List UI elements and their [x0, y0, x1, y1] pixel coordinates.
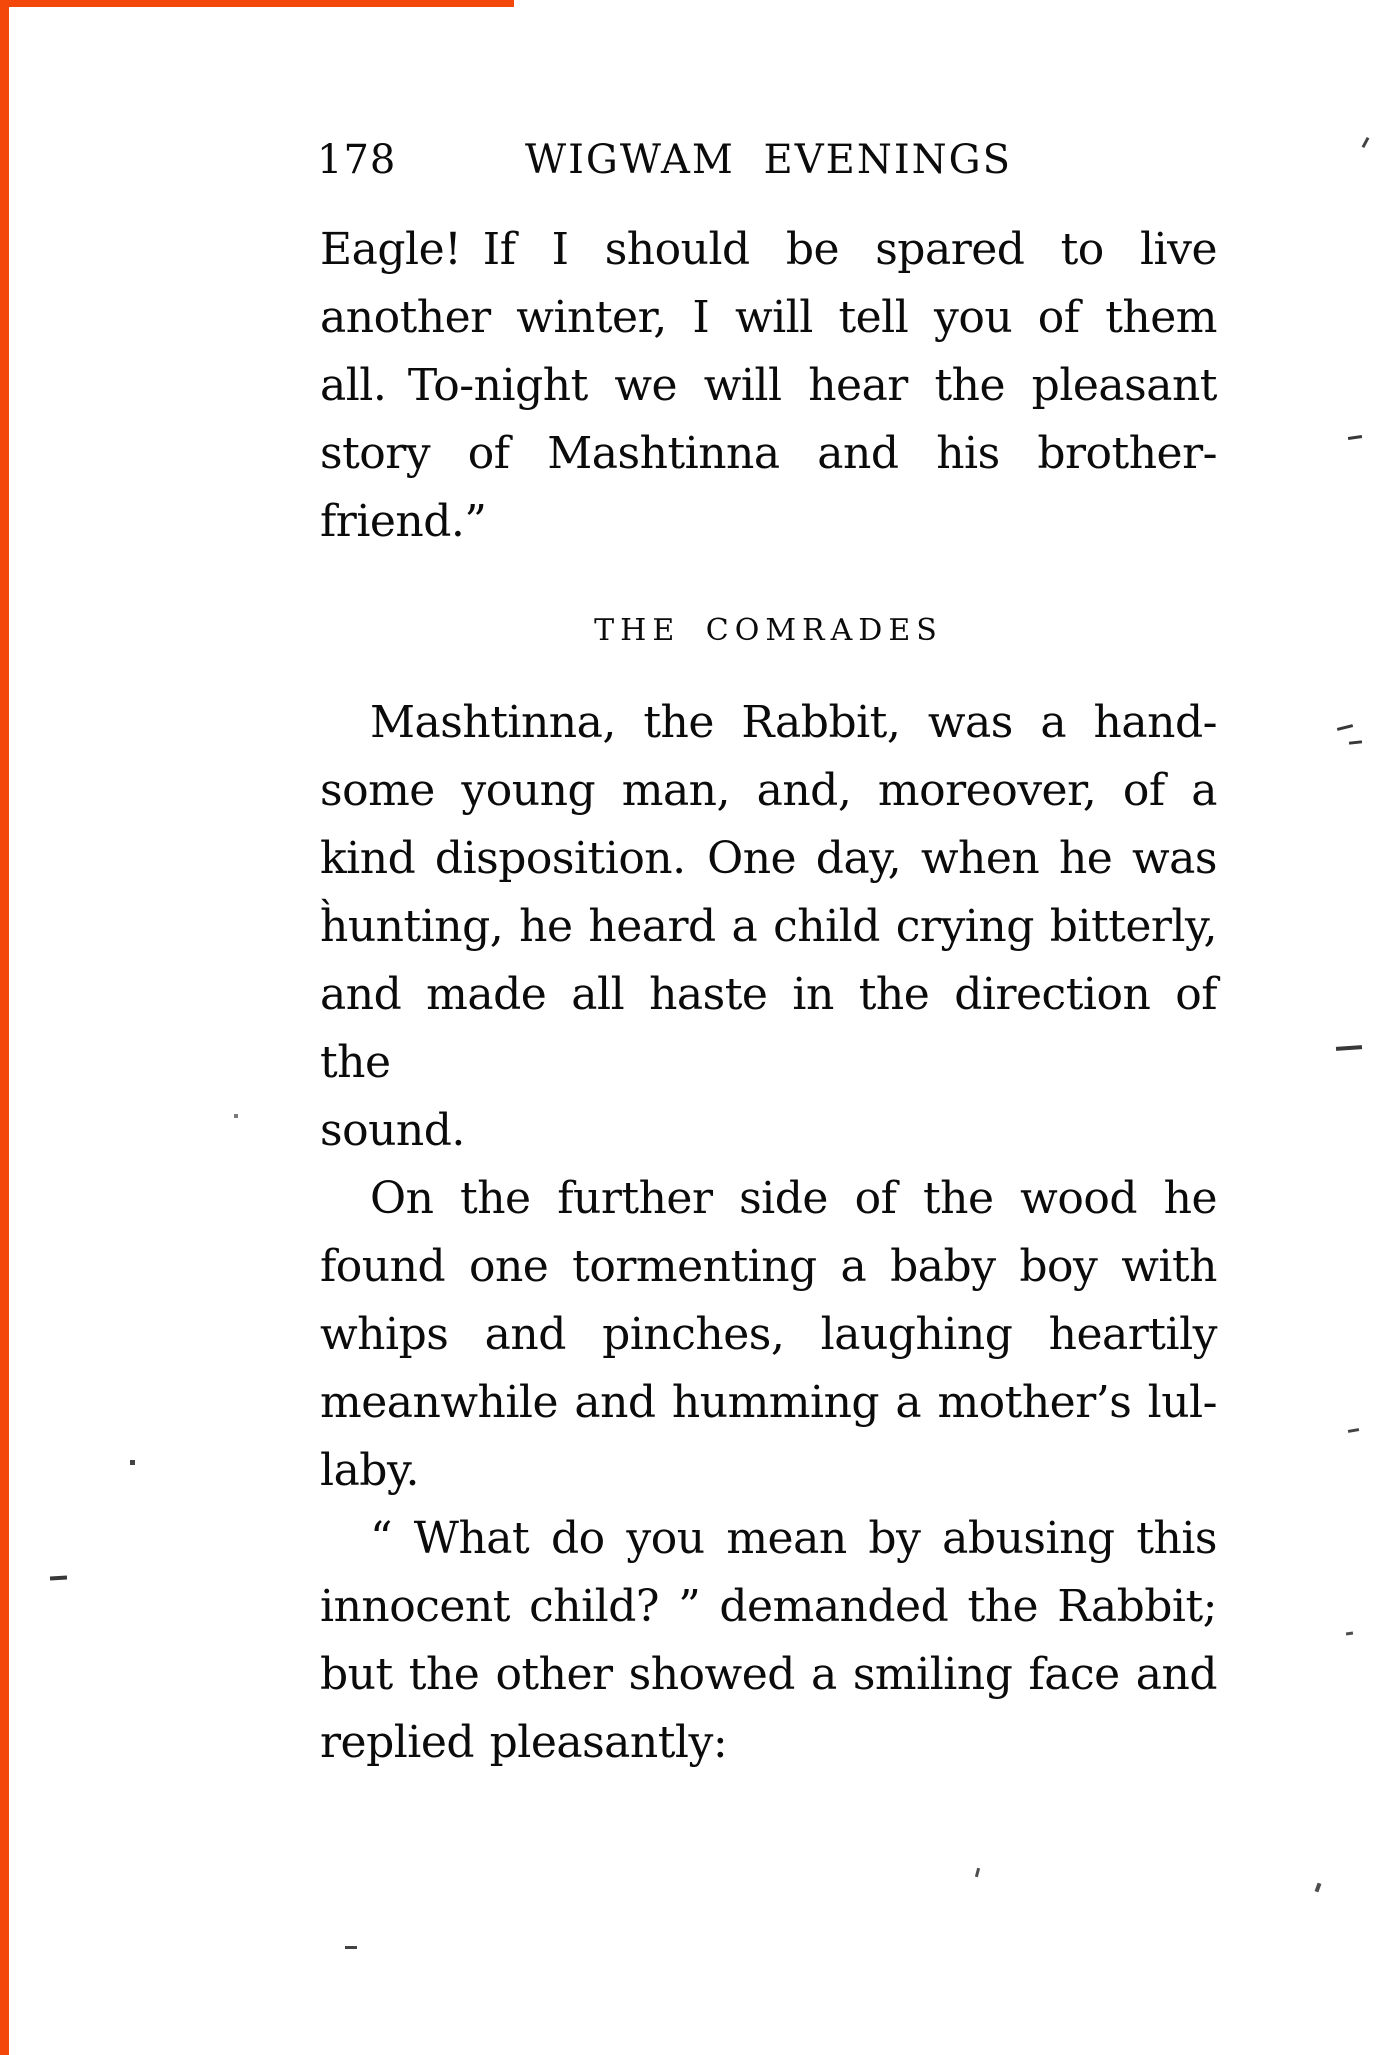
text-line: meanwhile and humming a mother’s lul-	[320, 1377, 1217, 1428]
ink-speck	[1362, 137, 1370, 148]
ink-speck	[130, 1460, 135, 1465]
paragraph-1	[320, 216, 1217, 556]
ink-speck	[1336, 1045, 1362, 1051]
paragraph-2	[320, 689, 1217, 1165]
story-heading: THE COMRADES	[594, 613, 943, 648]
ink-speck	[1349, 740, 1362, 744]
text-line: Eagle! If I should be spared to live	[320, 224, 1217, 275]
text-line: On the further side of the wood he	[370, 1173, 1217, 1224]
ink-speck	[234, 1114, 238, 1118]
paragraph-3	[320, 1165, 1217, 1505]
running-title: WIGWAM EVENINGS	[525, 137, 1012, 183]
text-line: Mashtinna, the Rabbit, was a hand-	[370, 697, 1217, 748]
text-line: but the other showed a smiling face and	[320, 1649, 1217, 1700]
text-line: laby.	[320, 1445, 419, 1496]
scan-edge-left	[0, 0, 9, 2055]
text-line: some young man, and, moreover, of a	[320, 765, 1217, 816]
text-line: kind disposition. One day, when he was	[320, 833, 1217, 884]
text-column	[320, 216, 1217, 1777]
text-line: replied pleasantly:	[320, 1717, 728, 1768]
ink-speck	[1348, 1428, 1359, 1433]
ink-speck	[1346, 1632, 1353, 1636]
text-line: friend.”	[320, 496, 487, 547]
text-line: innocent child? ” demanded the Rabbit;	[320, 1581, 1217, 1632]
page-number: 178	[317, 137, 397, 183]
paragraph-4	[320, 1505, 1217, 1777]
text-line: another winter, I will tell you of them	[320, 292, 1217, 343]
ink-speck	[975, 1868, 980, 1877]
ink-speck	[1315, 1883, 1322, 1893]
text-line: story of Mashtinna and his brother-	[320, 428, 1217, 479]
text-line: and made all haste in the direction of the	[320, 969, 1217, 1088]
ink-speck	[1337, 724, 1353, 731]
text-line: sound.	[320, 1105, 465, 1156]
text-line: found one tormenting a baby boy with	[320, 1241, 1217, 1292]
ink-speck	[1348, 435, 1362, 440]
ink-speck	[345, 1946, 357, 1949]
ink-speck	[50, 1576, 67, 1581]
text-line: whips and pinches, laughing heartily	[320, 1309, 1217, 1360]
text-line: h̀unting, he heard a child crying bitterly,	[320, 901, 1217, 952]
text-line: “ What do you mean by abusing this	[370, 1513, 1217, 1564]
scan-edge-top	[0, 0, 514, 7]
text-line: all. To-night we will hear the pleasant	[320, 360, 1217, 411]
